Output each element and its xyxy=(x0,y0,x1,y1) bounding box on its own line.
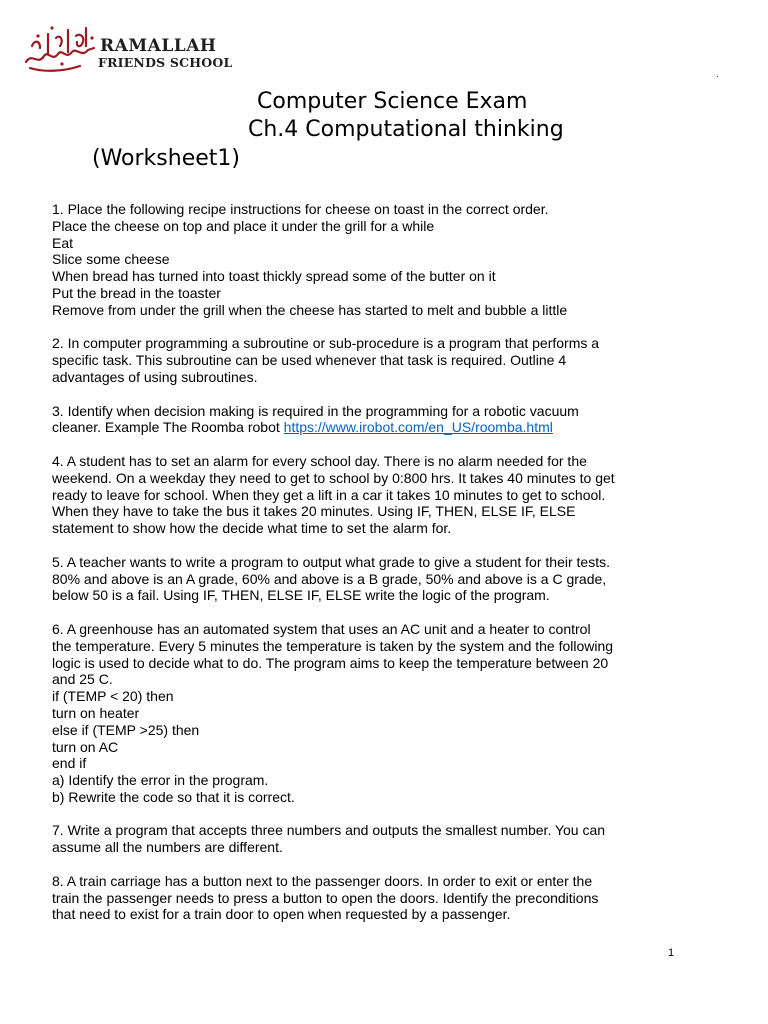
worksheet-title: (Worksheet1) xyxy=(92,146,240,171)
question-part: a) Identify the error in the program. xyxy=(52,772,269,789)
calligraphy-logo-icon xyxy=(22,22,98,74)
school-name-line1: RAMALLAH xyxy=(100,36,217,56)
question-2 xyxy=(52,335,692,385)
school-name xyxy=(98,38,232,70)
question-line: When they have to take the bus it takes 20 minutes. Using IF, THEN, ELSE IF, ELSE xyxy=(52,503,576,520)
question-7 xyxy=(52,822,692,856)
recipe-step: Place the cheese on top and place it under the grill for a while xyxy=(52,217,435,234)
question-line: train the passenger needs to press a button to open the doors. Identify the preconditions xyxy=(52,889,599,906)
chapter-title: Ch.4 Computational thinking xyxy=(248,117,564,142)
question-text: cleaner. Example The Roomba robot xyxy=(52,419,284,436)
question-line: 5. A teacher wants to write a program to output what grade to give a student for their tests. xyxy=(52,553,610,570)
school-logo xyxy=(22,22,252,74)
code-line: if (TEMP < 20) then xyxy=(52,688,174,705)
code-line: end if xyxy=(52,755,87,772)
paragraph-gap xyxy=(52,537,692,554)
question-3 xyxy=(52,403,692,437)
question-8 xyxy=(52,873,692,923)
question-line: the temperature. Every 5 minutes the temperature is taken by the system and the following xyxy=(52,637,614,654)
recipe-step: When bread has turned into toast thickly spread some of the butter on it xyxy=(52,268,496,285)
code-line: turn on heater xyxy=(52,704,140,721)
question-line: 7. Write a program that accepts three numbers and outputs the smallest number. You can xyxy=(52,822,606,839)
question-line: 2. In computer programming a subroutine or sub-procedure is a program that performs a xyxy=(52,335,600,352)
question-5 xyxy=(52,554,692,604)
paragraph-gap xyxy=(52,806,692,823)
question-line: that need to exist for a train door to open when requested by a passenger. xyxy=(52,906,511,923)
recipe-step: Slice some cheese xyxy=(52,251,170,268)
paragraph-gap xyxy=(52,319,692,336)
question-1 xyxy=(52,201,692,319)
paragraph-gap xyxy=(52,604,692,621)
code-line: turn on AC xyxy=(52,738,119,755)
page-number: 1 xyxy=(668,947,675,959)
paragraph-gap xyxy=(52,856,692,873)
paragraph-gap xyxy=(52,436,692,453)
code-line: else if (TEMP >25) then xyxy=(52,721,200,738)
question-line: weekend. On a weekday they need to get to school by 0:800 hrs. It takes 40 minutes to get xyxy=(52,469,615,486)
question-line: assume all the numbers are different. xyxy=(52,839,283,856)
question-line: 3. Identify when decision making is required in the programming for a robotic vacuum xyxy=(52,402,579,419)
question-line: statement to show how the decide what time to set the alarm for. xyxy=(52,520,452,537)
corner-mark: . xyxy=(716,69,720,80)
school-name-line2: FRIENDS SCHOOL xyxy=(98,55,233,70)
question-line: advantages of using subroutines. xyxy=(52,368,258,385)
question-line: 6. A greenhouse has an automated system that uses an AC unit and a heater to control xyxy=(52,620,591,637)
question-line: below 50 is a fail. Using IF, THEN, ELSE IF, ELSE write the logic of the program. xyxy=(52,587,550,604)
recipe-step: Remove from under the grill when the cheese has started to melt and bubble a little xyxy=(52,301,568,318)
recipe-step: Put the bread in the toaster xyxy=(52,284,221,301)
question-line: ready to leave for school. When they get a lift in a car it takes 10 minutes to get to school. xyxy=(52,486,606,503)
question-prompt: 1. Place the following recipe instructions for cheese on toast in the correct order. xyxy=(52,201,549,217)
paragraph-gap xyxy=(52,386,692,403)
question-6 xyxy=(52,621,692,806)
question-line: and 25 C. xyxy=(52,671,113,688)
question-line: 4. A student has to set an alarm for every school day. There is no alarm needed for the xyxy=(52,452,587,469)
exam-title: Computer Science Exam xyxy=(257,89,528,114)
question-line: specific task. This subroutine can be used whenever that task is required. Outline 4 xyxy=(52,352,567,369)
question-4 xyxy=(52,453,692,537)
question-line: 80% and above is an A grade, 60% and above is a B grade, 50% and above is a C grade, xyxy=(52,570,607,587)
question-line: logic is used to decide what to do. The program aims to keep the temperature between 20 xyxy=(52,654,609,671)
worksheet-questions xyxy=(52,201,692,923)
recipe-step: Eat xyxy=(52,234,74,251)
question-line xyxy=(52,419,692,436)
roomba-link[interactable]: https://www.irobot.com/en_US/roomba.html xyxy=(283,419,553,436)
question-part: b) Rewrite the code so that it is correct. xyxy=(52,788,295,805)
question-line: 8. A train carriage has a button next to the passenger doors. In order to exit or enter the xyxy=(52,872,593,889)
